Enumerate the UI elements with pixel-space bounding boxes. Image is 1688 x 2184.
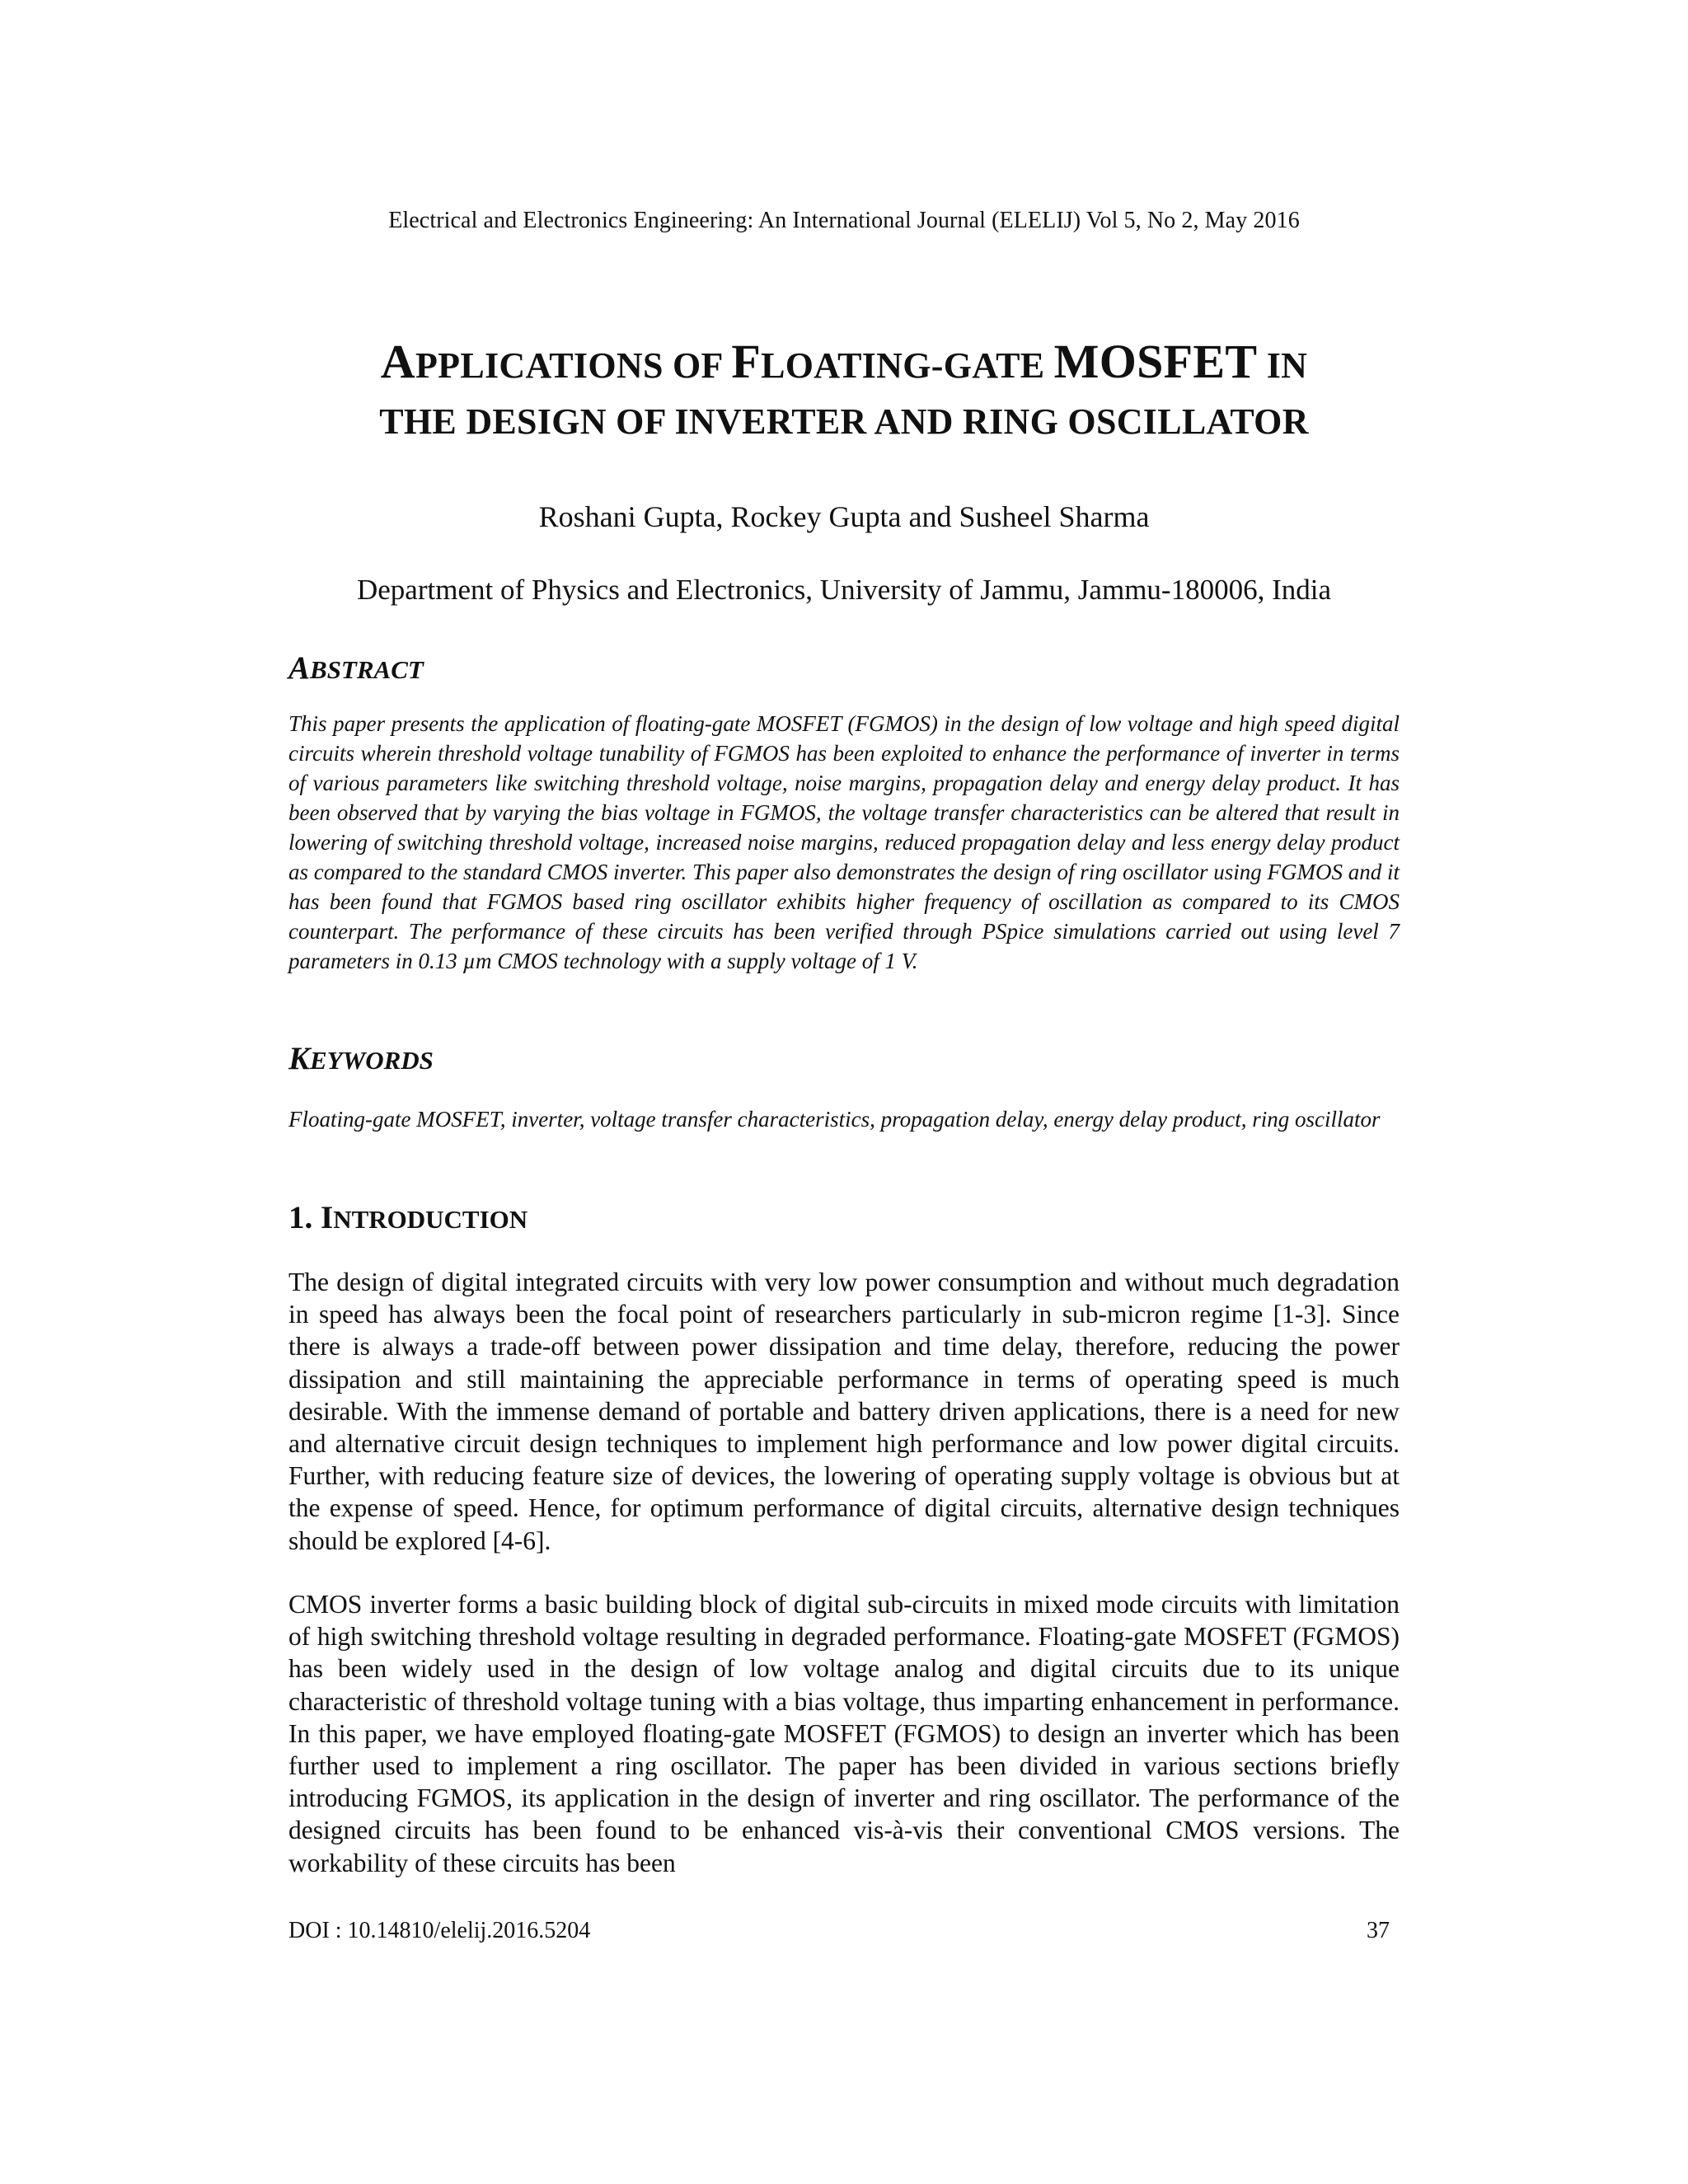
keywords-heading-cap: K bbox=[288, 1041, 311, 1076]
introduction-paragraph-2: CMOS inverter forms a basic building block of digital sub-circuits in mixed mode circuits with limitation of high switching threshold voltage resulting in degraded performance. Floating-gate MOSFET (FGMOS) has been widely used in the design of low voltage analog and digital circuits due to its unique characteristic of threshold voltage tuning with a bias voltage, thus imparting enhancement in performance. In this paper, we have employed floating-gate MOSFET (FGMOS) to design an inverter which has been further used to implement a ring oscillator. The paper has been divided in various sections briefly introducing FGMOS, its application in the design of inverter and ring oscillator. The performance of the designed circuits has been found to be enhanced vis-à-vis their conventional CMOS versions. The workability of these circuits has been bbox=[288, 1590, 1400, 1877]
authors: Roshani Gupta, Rockey Gupta and Susheel Sharma bbox=[538, 500, 1150, 533]
title-in: IN bbox=[1257, 345, 1308, 386]
title-text-f: LOATING-GATE bbox=[761, 345, 1054, 386]
affiliation: Department of Physics and Electronics, University of Jammu, Jammu-180006, India bbox=[357, 574, 1331, 606]
paper-title bbox=[165, 334, 1523, 450]
introduction-paragraph-1: The design of digital integrated circuits with very low power consumption and without much degradation in speed has always been the focal point of researchers particularly in sub-micron regime [1-3]. Since there is always a trade-off between power dissipation and time delay, therefore, reducing the power dissipation and still maintaining the appreciable performance in terms of operating speed is much desirable. With the immense demand of portable and battery driven applications, there is a need for new and alternative circuit design techniques to implement high performance and low power digital circuits. Further, with reducing feature size of devices, the lowering of operating supply voltage is obvious but at the expense of speed. Hence, for optimum performance of digital circuits, alternative design techniques should be explored [4-6]. bbox=[288, 1268, 1400, 1555]
running-header: Electrical and Electronics Engineering: An International Journal (ELELIJ) Vol 5, No 2, May 2016 bbox=[388, 208, 1300, 233]
abstract-text: This paper presents the application of floating-gate MOSFET (FGMOS) in the design of low voltage and high speed digital circuits wherein threshold voltage tunability of FGMOS has been exploited to enhance the performance of inverter in terms of various parameters like switching threshold voltage, noise margins, propagation delay and energy delay product. It has been observed that by varying the bias voltage in FGMOS, the voltage transfer characteristics can be altered that result in lowering of switching threshold voltage, increased noise margins, reduced propagation delay and less energy delay product as compared to the standard CMOS inverter. This paper also demonstrates the design of ring oscillator using FGMOS and it has been found that FGMOS based ring oscillator exhibits higher frequency of oscillation as compared to its CMOS counterpart. The performance of these circuits has been verified through PSpice simulations carried out using level 7 parameters in 0.13 µm CMOS technology with a supply voltage of 1 V. bbox=[288, 711, 1400, 973]
footer-doi: DOI : 10.14810/elelij.2016.5204 bbox=[288, 1918, 591, 1943]
keywords-text: Floating-gate MOSFET, inverter, voltage transfer characteristics, propagation delay, energy delay product, ring oscillator bbox=[288, 1107, 1381, 1132]
title-line-1 bbox=[165, 334, 1523, 394]
page-number: 37 bbox=[1367, 1918, 1390, 1943]
introduction-number: 1. bbox=[288, 1200, 321, 1235]
introduction-heading-rest: NTRODUCTION bbox=[333, 1205, 528, 1234]
keywords-heading bbox=[288, 1040, 434, 1077]
title-cap-f: F bbox=[731, 335, 762, 388]
introduction-heading bbox=[288, 1199, 528, 1236]
title-cap-a: A bbox=[380, 335, 415, 388]
title-mosfet: MOSFET bbox=[1053, 335, 1258, 388]
keywords-heading-rest: EYWORDS bbox=[310, 1046, 434, 1075]
abstract-heading bbox=[288, 649, 424, 687]
abstract-heading-rest: BSTRACT bbox=[310, 655, 424, 684]
abstract-heading-cap: A bbox=[288, 650, 311, 686]
title-text-a: PPLICATIONS OF bbox=[415, 345, 732, 386]
title-line-2: THE DESIGN OF INVERTER AND RING OSCILLATOR bbox=[379, 401, 1309, 442]
introduction-heading-cap: I bbox=[321, 1200, 334, 1235]
